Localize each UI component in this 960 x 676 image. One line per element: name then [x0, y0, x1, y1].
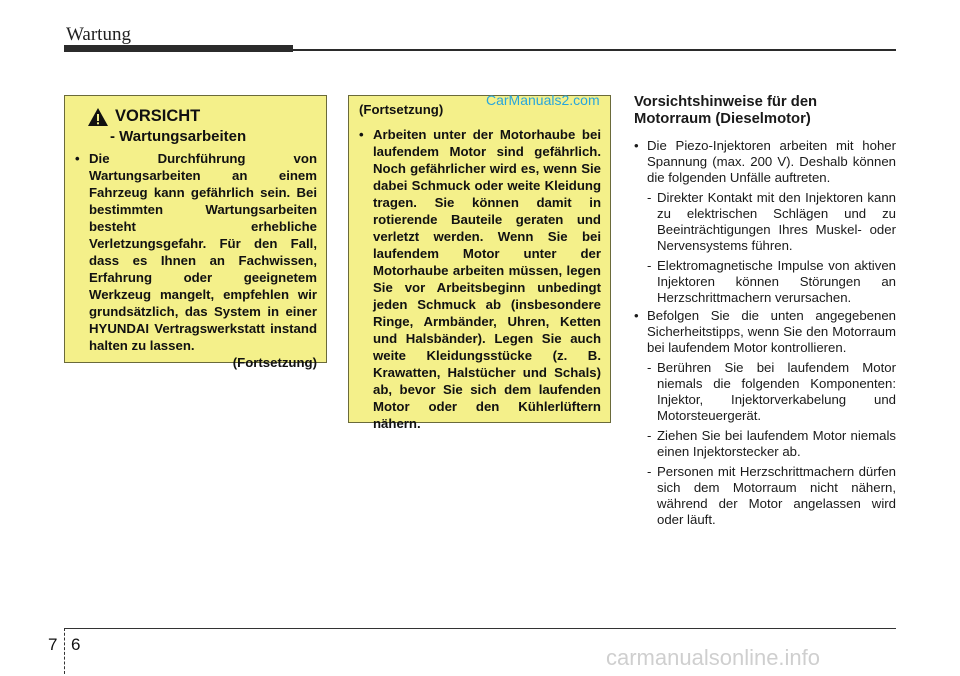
sub-list-item-text: Elektromagnetische Impulse von aktiven Injektoren können Störungen an Herzschrittmachern verursachen. — [657, 258, 896, 305]
list-item-text: Befolgen Sie die unten angegebenen Sicherheitstipps, wenn Sie den Motorraum bei laufendem Motor kontrollieren. — [647, 308, 896, 355]
dash-marker: - — [647, 258, 652, 273]
caution-header — [87, 106, 317, 127]
diesel-precautions-section — [634, 94, 896, 530]
bullet-dot-icon: • — [75, 151, 80, 166]
caution-title: VORSICHT — [115, 107, 201, 125]
sub-list-item-text: Berühren Sie bei laufendem Motor niemals die folgenden Komponenten: Injektor, Injektorverkabelung und Motorsteuergerät. — [657, 360, 896, 423]
dash-marker: - — [647, 360, 652, 375]
continuation-bullet — [359, 126, 601, 432]
header-rule-thin — [293, 49, 896, 51]
bullet-dot-icon: • — [634, 138, 639, 153]
chapter-number: 7 — [48, 635, 58, 654]
section-heading: Vorsichtshinweise für den Motorraum (Dieselmotor) — [634, 94, 818, 127]
continuation-heading: (Fortsetzung) — [359, 102, 444, 117]
continued-label: (Fortsetzung) — [232, 355, 317, 370]
sub-list-item — [647, 258, 896, 306]
page-number-divider — [64, 628, 65, 674]
footer-rule — [64, 628, 896, 629]
warning-triangle-icon — [87, 107, 109, 127]
sub-list-item — [647, 190, 896, 254]
caution-bullet — [75, 150, 317, 354]
list-item-text: Die Piezo-Injektoren arbeiten mit hoher Spannung (max. 200 V). Deshalb können die folgenden Unfälle auftreten. — [647, 138, 896, 185]
caution-box — [64, 95, 327, 370]
list-item — [634, 308, 896, 356]
sub-list-item — [647, 428, 896, 460]
header-rule-thick — [64, 45, 293, 52]
bullet-dot-icon: • — [359, 127, 364, 142]
dash-marker: - — [647, 464, 652, 479]
list-item — [634, 138, 896, 186]
dash-marker: - — [647, 190, 652, 205]
footer-watermark: carmanualsonline.info — [606, 645, 821, 670]
sub-list-item — [647, 464, 896, 528]
caution-subtitle: - Wartungsarbeiten — [110, 128, 247, 145]
sub-list-item-text: Ziehen Sie bei laufendem Motor niemals einen Injektorstecker ab. — [657, 428, 896, 459]
bullet-dot-icon: • — [634, 308, 639, 323]
continuation-bullet-text: Arbeiten unter der Motorhaube bei laufendem Motor sind gefährlich. Noch gefährlicher wird es, wenn Sie dabei Schmuck oder weite Kleidung tragen. Sie können damit in rotierende Bauteile geraten und verletzt werden. Wenn Sie bei laufendem Motor unter der Motorhaube arbeiten müssen, legen Sie vor Arbeitsbeginn unbedingt jeden Schmuck ab (insbesondere Ringe, Armbänder, Uhren, Ketten und Halsbänder). Legen Sie auch weite Kleidungsstücke (z. B. Krawatten, Halstücher und Schals) ab, bevor Sie sich dem laufenden Motor oder den Kühlerlüftern nähern. — [373, 127, 601, 431]
sub-list-item-text: Direkter Kontakt mit den Injektoren kann zu elektrischen Schlägen und zu Beeinträchtigungen Ihres Muskel- oder Nervensystems führen. — [657, 190, 896, 253]
carmanuals-watermark: CarManuals2.com — [486, 92, 600, 108]
page-number: 6 — [71, 635, 81, 654]
sub-list-item — [647, 360, 896, 424]
section-title: Wartung — [66, 24, 131, 45]
caution-bullet-text: Die Durchführung von Wartungsarbeiten an einem Fahrzeug kann gefährlich sein. Bei bestimmten Wartungsarbeiten besteht erhebliche Verletzungsgefahr. Für den Fall, dass es Ihnen an Fachwissen, Erfahrung oder geeignetem Werkzeug mangelt, empfehlen wir grundsätzlich, das System in einer HYUNDAI Vertragswerkstatt instand halten zu lassen. — [89, 151, 317, 353]
sub-list-item-text: Personen mit Herzschrittmachern dürfen sich dem Motorraum nicht nähern, während der Motor angelassen wird oder läuft. — [657, 464, 896, 527]
dash-marker: - — [647, 428, 652, 443]
continuation-box — [348, 95, 611, 431]
